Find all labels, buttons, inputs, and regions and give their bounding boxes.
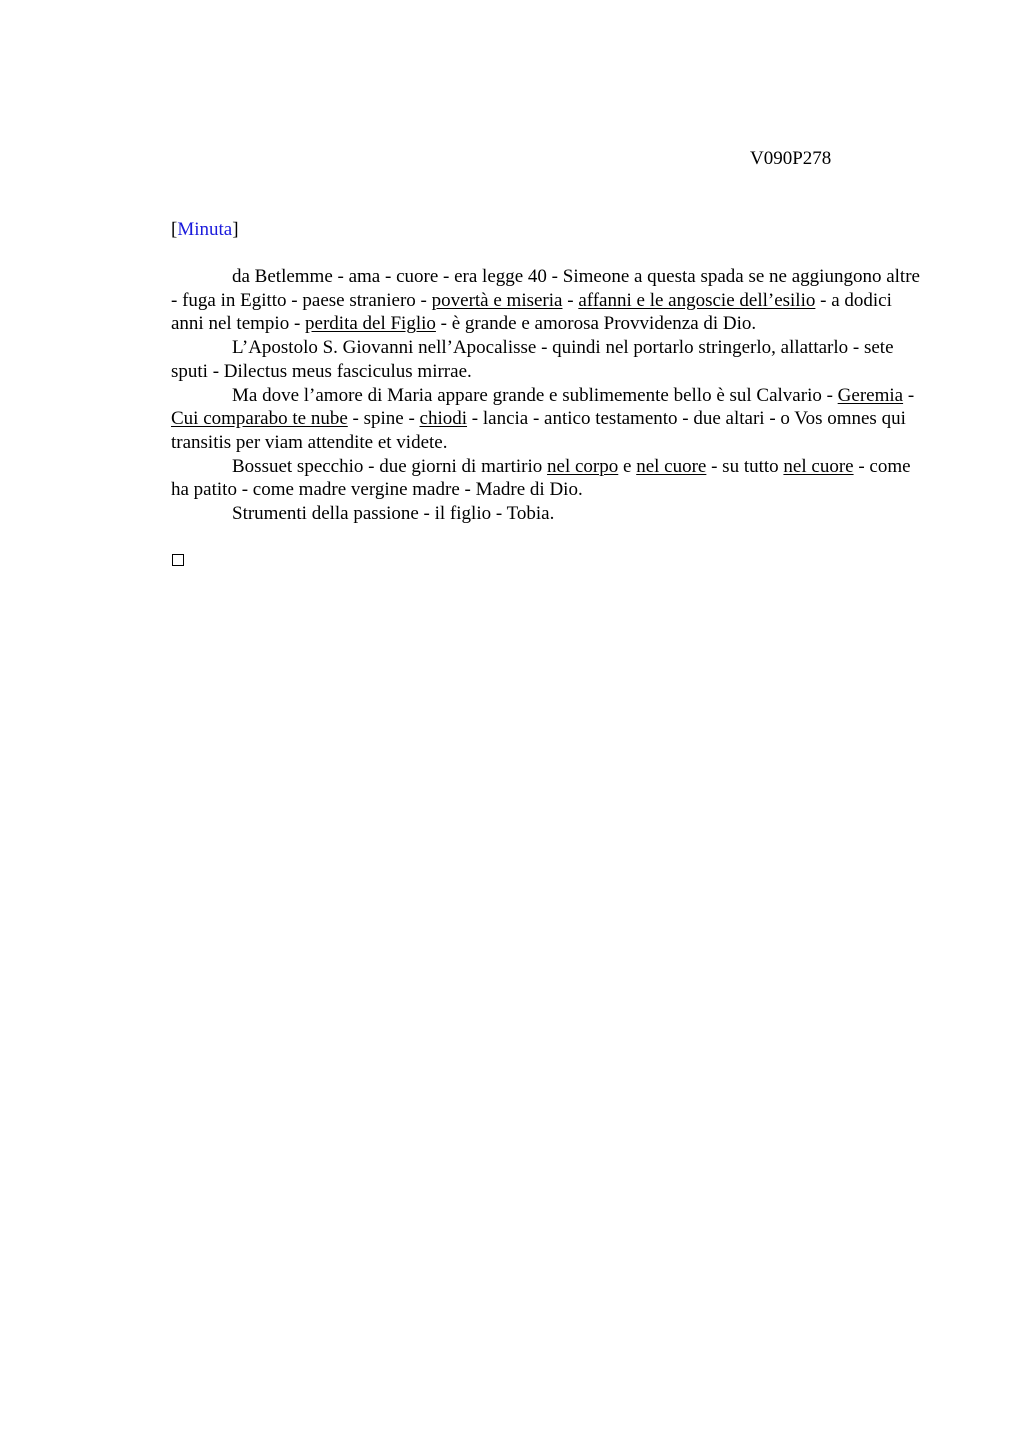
underlined-phrase: affanni e le angoscie dell’esilio xyxy=(578,289,816,311)
paragraph-4-text-2: e xyxy=(618,455,637,477)
paragraph-1-text-4: - è grande e amorosa Provvidenza di Dio. xyxy=(435,313,757,335)
paragraph-3-text-2: - xyxy=(903,384,915,406)
paragraph-3-text-4: - lancia - antico testamento - due altari - o Vos omnes qui transitis per viam attendite et videte. xyxy=(171,408,906,453)
paragraph-4-text-4: - come ha patito - come madre vergine madre - Madre di Dio. xyxy=(171,455,911,501)
document-code: V090P278 xyxy=(750,148,832,169)
paragraph-1-text-3: - a dodici anni nel tempio - xyxy=(171,289,892,335)
paragraph-1-text-1: da Betlemme - ama - cuore - era legge 40 - Simeone a questa spada se ne aggiungono altre - fuga in Egitto - paese straniero - xyxy=(171,266,920,311)
paragraph-4-text-3: - su tutto xyxy=(706,455,784,477)
paragraph-1 xyxy=(171,265,923,336)
section-label-word: Minuta xyxy=(177,219,233,240)
paragraph-2: L’Apostolo S. Giovanni nell’Apocalisse - quindi nel portarlo stringerlo, allattarlo - sete sputi - Dilectus meus fasciculus mirrae. xyxy=(171,337,894,382)
bracket-close: ] xyxy=(232,219,239,240)
underlined-phrase: nel cuore xyxy=(783,455,854,477)
underlined-phrase: povertà e miseria xyxy=(431,289,563,311)
paragraph-3-text-3: - spine - xyxy=(347,408,420,430)
paragraph-3-text-1: Ma dove l’amore di Maria appare grande e sublimemente bello è sul Calvario - xyxy=(232,384,838,406)
underlined-phrase: perdita del Figlio xyxy=(305,313,436,335)
end-marker-box xyxy=(172,554,184,566)
underlined-phrase: Geremia xyxy=(837,384,904,406)
paragraph-5: Strumenti della passione - il figlio - Tobia. xyxy=(232,503,555,525)
underlined-phrase: nel corpo xyxy=(547,455,619,477)
paragraph-4-text-1: Bossuet specchio - due giorni di martirio xyxy=(232,455,548,477)
underlined-phrase: chiodi xyxy=(419,408,468,430)
bracket-open: [ xyxy=(171,219,178,240)
underlined-phrase: Cui comparabo te nube xyxy=(171,408,348,430)
paragraph-1-text-2: - xyxy=(562,289,579,311)
paragraph-3 xyxy=(171,384,923,455)
underlined-phrase: nel cuore xyxy=(636,455,707,477)
document-body xyxy=(171,265,923,526)
paragraph-4 xyxy=(171,455,923,502)
section-label xyxy=(171,218,239,241)
